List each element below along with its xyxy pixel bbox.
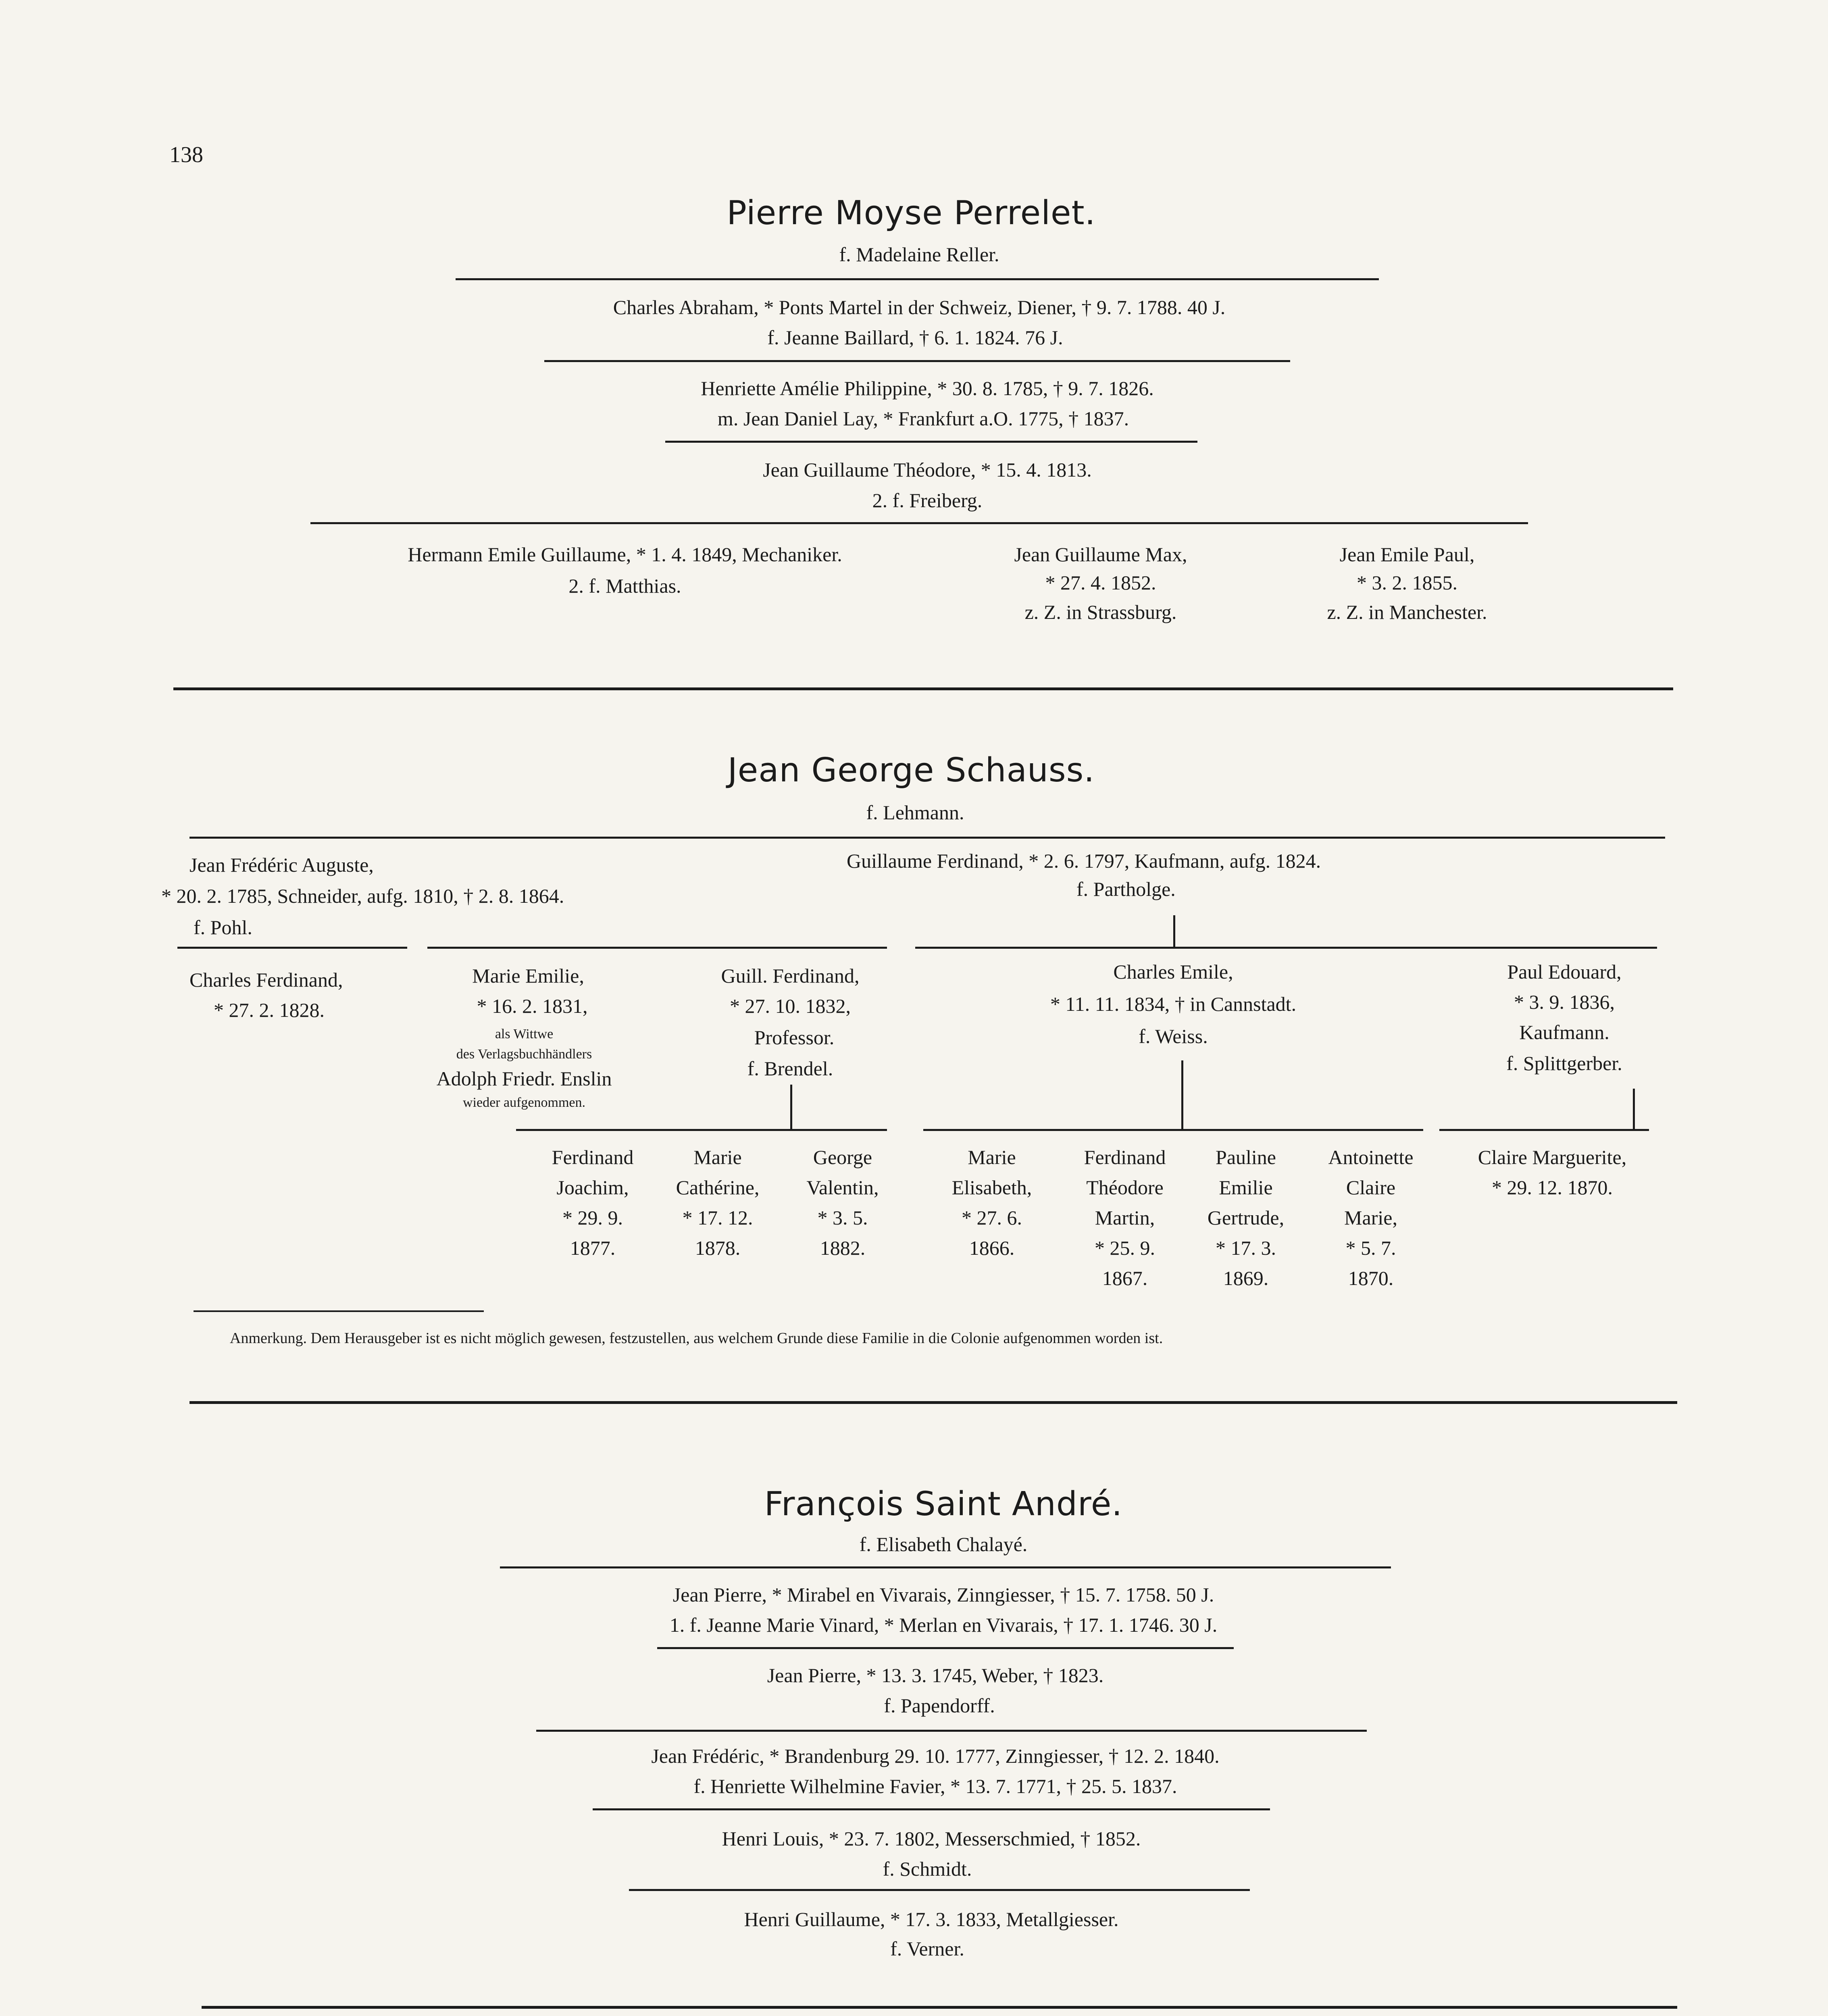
grandchild-name: Marie [693,1146,742,1168]
person-entry: Jean Pierre, * 13. 3. 1745, Weber, † 1823. [767,1664,1104,1687]
grandchild-name: Pauline [1216,1146,1276,1168]
person-note: des Verlagsbuchhändlers [456,1047,592,1062]
person-birth: * 11. 11. 1834, † in Cannstadt. [1050,993,1297,1015]
family-title: François Saint André. [764,1485,1123,1523]
person-note: als Wittwe [495,1027,554,1041]
grandchild-year: 1866. [969,1237,1015,1259]
person-note: wieder aufgenommen. [463,1095,585,1110]
person-entry: Marie Emilie, [472,964,584,987]
descent-line [593,1808,1270,1810]
grandchild-birth: * 29. 9. [562,1206,623,1229]
grandchild-name: Marie [968,1146,1016,1168]
person-entry: Charles Emile, [1113,960,1233,983]
grandchild-birth: * 27. 6. [962,1206,1022,1229]
person-entry: Jean Pierre, * Mirabel en Vivarais, Zinngiesser, † 15. 7. 1758. 50 J. [672,1583,1214,1606]
grandchild-name: Cathérine, [676,1176,760,1199]
descent-line [177,947,407,949]
grandchild-birth: * 25. 9. [1095,1237,1155,1259]
family-title: Jean George Schauss. [727,751,1095,789]
spouse-entry: f. Splittgerber. [1506,1052,1622,1075]
person-birth: * 3. 9. 1836, [1514,991,1615,1013]
page-number: 138 [169,142,203,167]
person-note: z. Z. in Strassburg. [1024,601,1177,623]
note-rule [194,1310,484,1312]
descent-line [665,441,1197,443]
footnote: Anmerkung. Dem Herausgeber ist es nicht möglich gewesen, festzustellen, aus welchem Grunde diese Familie in die Colonie aufgenommen worden ist. [230,1330,1163,1347]
person-entry: Guillaume Ferdinand, * 2. 6. 1797, Kaufmann, aufg. 1824. [847,850,1321,872]
person-birth: * 27. 10. 1832, [730,995,851,1017]
spouse-line: f. Elisabeth Chalayé. [859,1533,1028,1556]
spouse-line: f. Lehmann. [866,801,964,824]
descent-line [657,1647,1234,1649]
person-entry: Jean Emile Paul, [1339,543,1475,566]
descent-line [1439,1129,1649,1131]
person-birth: * 20. 2. 1785, Schneider, aufg. 1810, † 2. 8. 1864. [161,885,564,907]
spouse-entry: f. Papendorff. [884,1694,995,1717]
grandchild-year: 1878. [695,1237,741,1259]
spouse-line: f. Madelaine Reller. [839,243,999,266]
descent-line [915,947,1657,949]
grandchild-name: Martin, [1095,1206,1155,1229]
spouse-entry: m. Jean Daniel Lay, * Frankfurt a.O. 1775, † 1837. [717,407,1129,430]
descent-line [516,1129,887,1131]
descent-line [500,1566,1391,1568]
grandchild-name: Marie, [1344,1206,1397,1229]
person-birth: * 3. 2. 1855. [1357,571,1457,594]
grandchild-year: 1870. [1348,1267,1394,1289]
section-divider [173,687,1673,690]
person-entry: Charles Ferdinand, [189,968,343,991]
spouse-entry: f. Jeanne Baillard, † 6. 1. 1824. 76 J. [767,326,1063,349]
grandchild-birth: * 29. 12. 1870. [1492,1176,1613,1199]
spouse-entry: f. Henriette Wilhelmine Favier, * 13. 7. 1771, † 25. 5. 1837. [693,1775,1177,1797]
descent-line [629,1889,1250,1891]
grandchild-year: 1882. [820,1237,866,1259]
grandchild-name: Claire [1346,1176,1396,1199]
descent-line [427,947,887,949]
grandchild-name: Elisabeth, [951,1176,1032,1199]
spouse-entry: f. Weiss. [1139,1025,1208,1048]
spouse-entry: f. Brendel. [747,1057,833,1080]
descent-line [923,1129,1423,1131]
descent-line [536,1730,1367,1732]
person-entry: Jean Frédéric, * Brandenburg 29. 10. 1777, Zinngiesser, † 12. 2. 1840. [651,1745,1220,1767]
descent-connector [790,1085,792,1129]
descent-line [456,278,1379,280]
grandchild-year: 1867. [1102,1267,1148,1289]
grandchild-name: Joachim, [556,1176,629,1199]
grandchild-birth: * 3. 5. [817,1206,868,1229]
spouse-entry: f. Schmidt. [883,1858,972,1880]
spouse-entry: 2. f. Freiberg. [872,489,983,512]
person-entry: Jean Guillaume Théodore, * 15. 4. 1813. [763,458,1092,481]
grandchild-name: Claire Marguerite, [1478,1146,1627,1168]
spouse-entry: 1. f. Jeanne Marie Vinard, * Merlan en Vivarais, † 17. 1. 1746. 30 J. [669,1614,1218,1636]
descent-line [189,837,1665,839]
person-note: Adolph Friedr. Enslin [436,1067,612,1090]
grandchild-name: Ferdinand [552,1146,634,1168]
person-note: Kaufmann. [1519,1021,1609,1043]
person-entry: Henri Louis, * 23. 7. 1802, Messerschmied, † 1852. [722,1827,1141,1850]
grandchild-name: Valentin, [806,1176,879,1199]
spouse-entry: f. Pohl. [194,916,252,939]
spouse-entry: 2. f. Matthias. [568,575,681,597]
person-entry: Guill. Ferdinand, [721,964,860,987]
spouse-entry: f. Partholge. [1076,878,1176,900]
person-entry: Charles Abraham, * Ponts Martel in der Schweiz, Diener, † 9. 7. 1788. 40 J. [613,296,1226,319]
grandchild-name: Théodore [1086,1176,1164,1199]
person-birth: * 16. 2. 1831, [477,995,588,1017]
grandchild-birth: * 17. 3. [1216,1237,1276,1259]
grandchild-birth: * 5. 7. [1345,1237,1396,1259]
person-entry: Henri Guillaume, * 17. 3. 1833, Metallgiesser. [744,1908,1119,1931]
family-title: Pierre Moyse Perrelet. [727,194,1096,232]
person-note: Professor. [754,1026,835,1049]
section-divider [189,1401,1677,1404]
person-note: z. Z. in Manchester. [1327,601,1487,623]
grandchild-year: 1877. [570,1237,616,1259]
descent-connector [1633,1089,1635,1129]
person-birth: * 27. 2. 1828. [214,999,325,1021]
grandchild-name: Antoinette [1328,1146,1414,1168]
person-entry: Hermann Emile Guillaume, * 1. 4. 1849, Mechaniker. [408,543,842,566]
grandchild-name: Gertrude, [1207,1206,1285,1229]
spouse-entry: f. Verner. [890,1937,964,1960]
descent-line [310,522,1528,524]
person-entry: Jean Guillaume Max, [1014,543,1187,566]
person-entry: Henriette Amélie Philippine, * 30. 8. 1785, † 9. 7. 1826. [701,377,1154,400]
person-entry: Paul Edouard, [1507,960,1622,983]
descent-connector [1181,1060,1183,1129]
descent-line [544,360,1290,362]
section-divider [202,2006,1677,2009]
grandchild-birth: * 17. 12. [682,1206,753,1229]
grandchild-year: 1869. [1223,1267,1269,1289]
grandchild-name: George [813,1146,872,1168]
descent-connector [1173,915,1175,948]
grandchild-name: Emilie [1219,1176,1273,1199]
person-birth: * 27. 4. 1852. [1045,571,1156,594]
person-entry: Jean Frédéric Auguste, [189,854,374,876]
grandchild-name: Ferdinand [1084,1146,1166,1168]
